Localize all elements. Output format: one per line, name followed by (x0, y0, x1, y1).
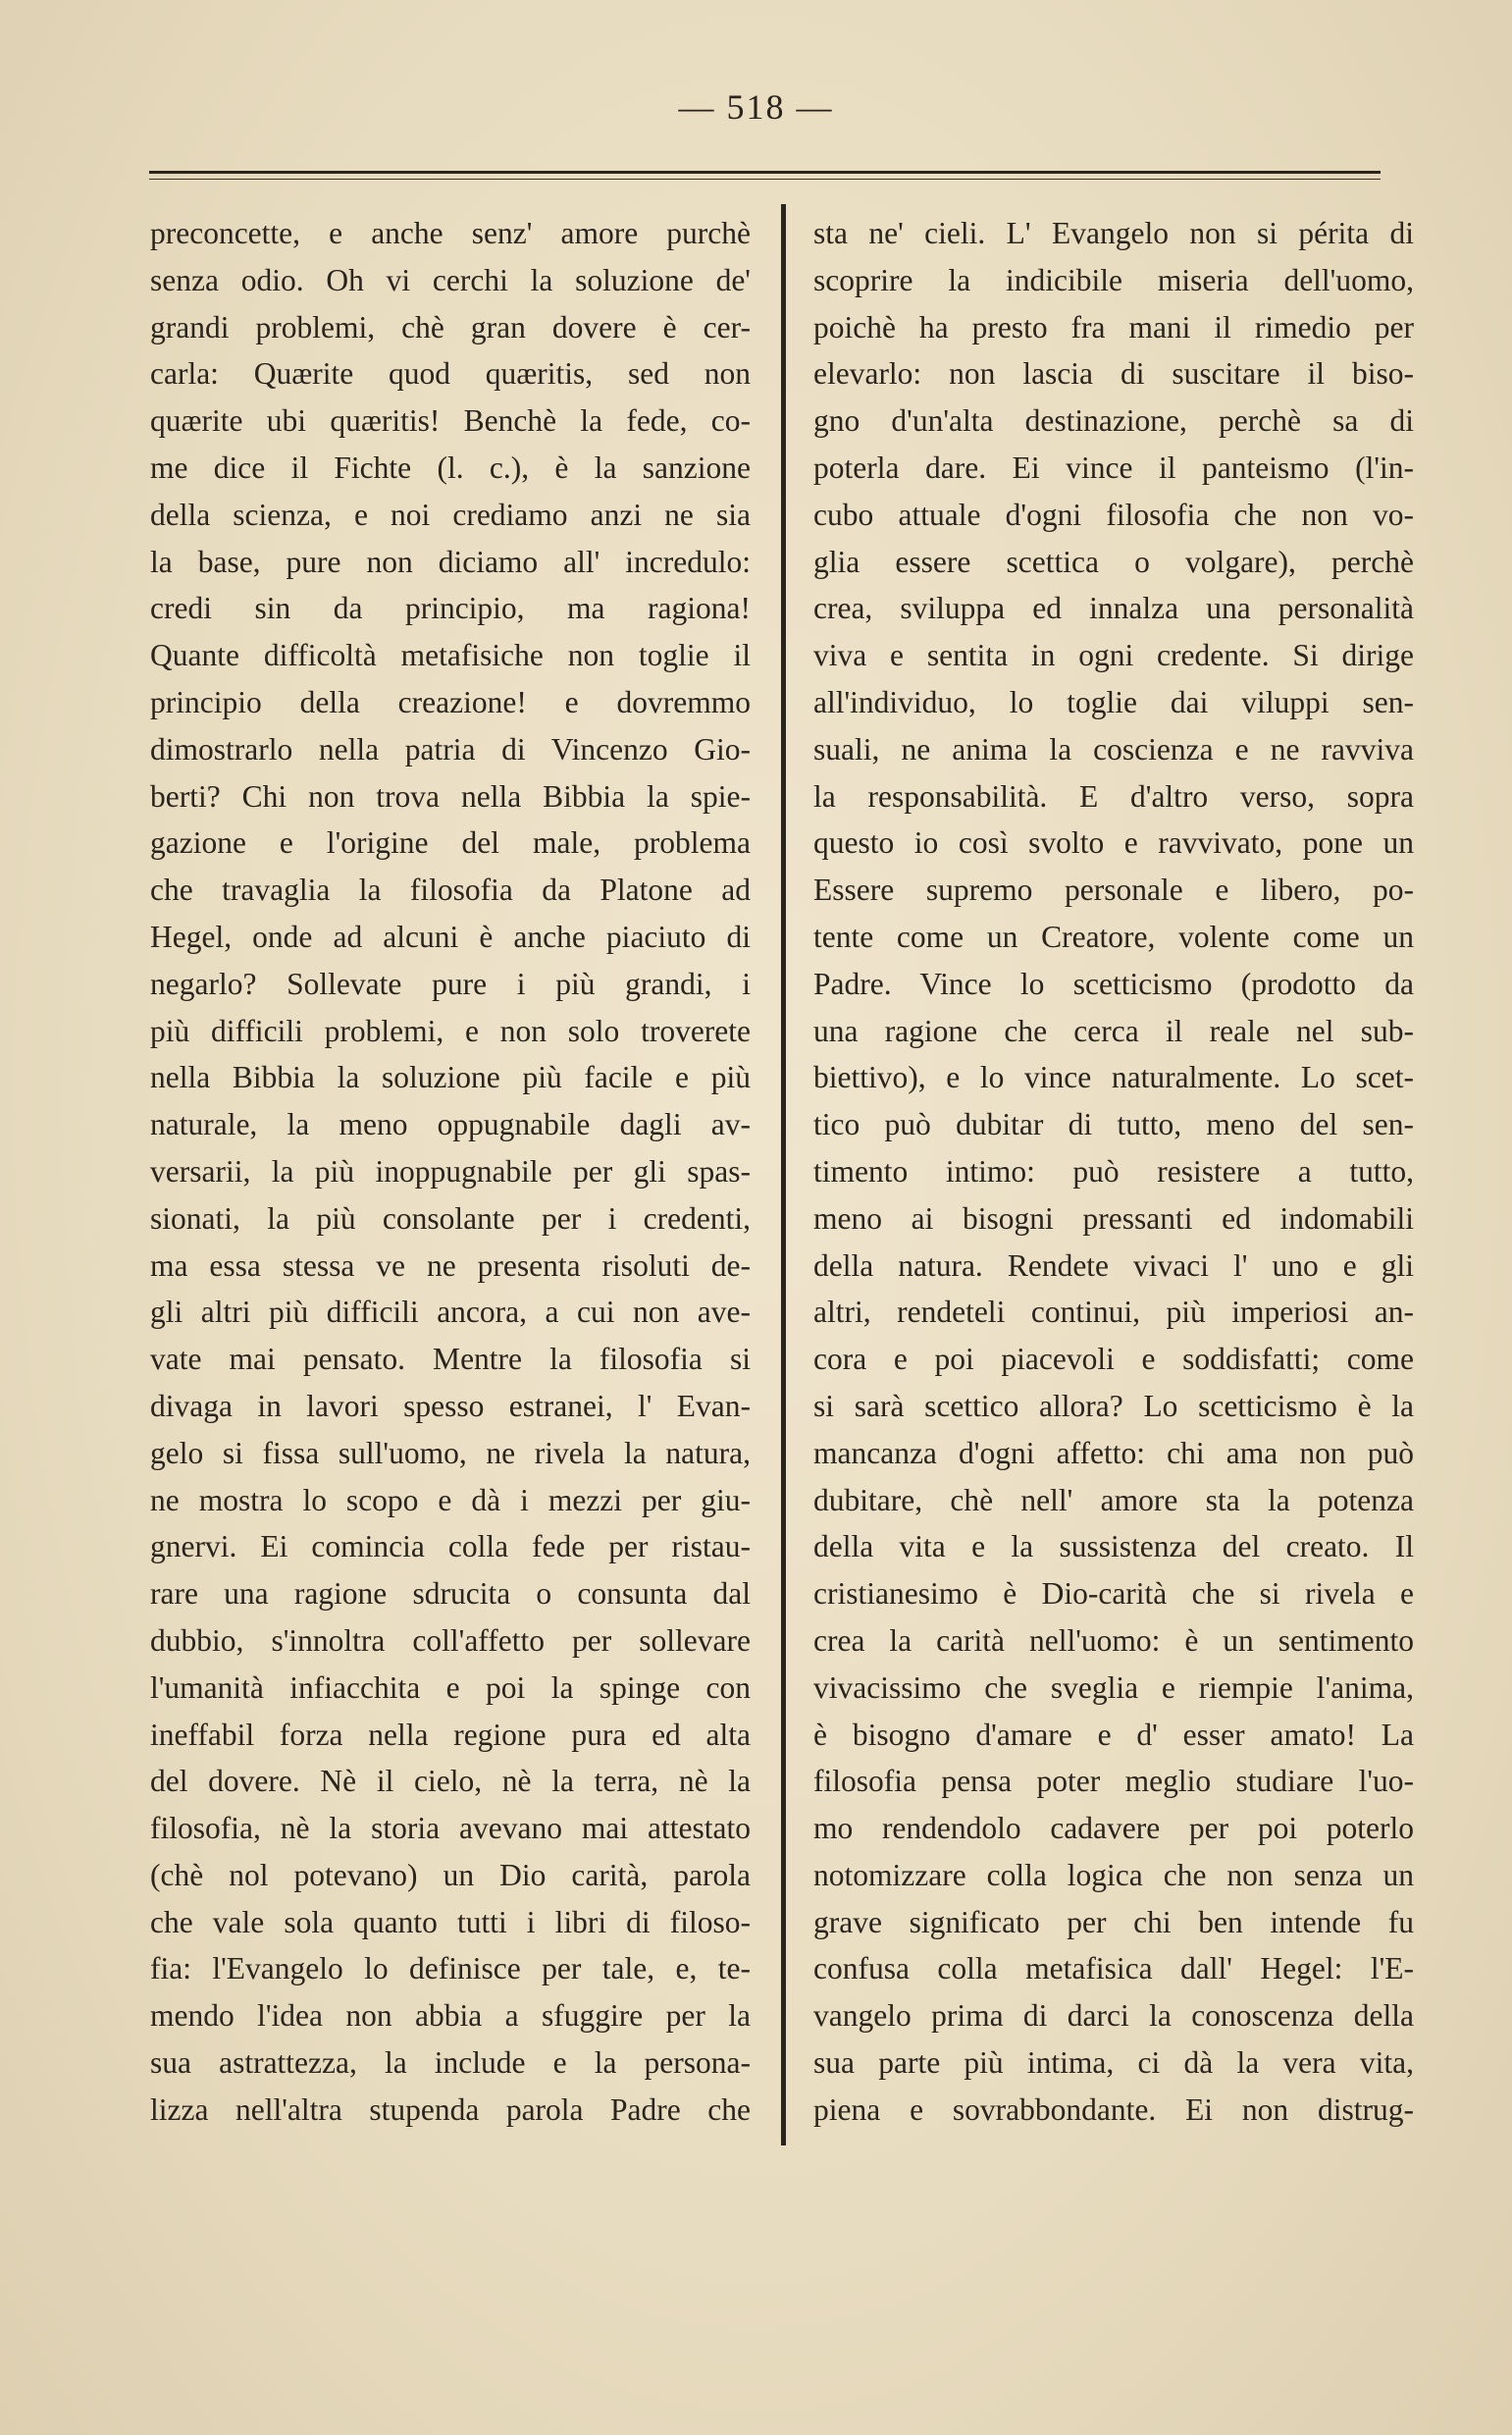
left-column (150, 210, 751, 2134)
text-line: della vita e la sussistenza del creato. Il (813, 1529, 1414, 1564)
header-rule (149, 171, 1381, 174)
text-line: l'umanità infiacchita e poi la spinge con (150, 1669, 751, 1705)
text-line: divaga in lavori spesso estranei, l' Evan- (150, 1388, 751, 1423)
text-line: crea la carità nell'uomo: è un sentimento (813, 1622, 1414, 1658)
text-line: confusa colla metafisica dall' Hegel: l'E- (813, 1951, 1414, 1986)
text-line: principio della creazione! e dovremmo (150, 684, 751, 719)
text-line: sua astrattezza, la include e la persona- (150, 2045, 751, 2081)
text-line: lizza nell'altra stupenda parola Padre che (150, 2091, 751, 2127)
column-divider (781, 204, 786, 2145)
text-line: che vale sola quanto tutti i libri di filoso- (150, 1904, 751, 1939)
text-line: gno d'un'alta destinazione, perchè sa di (813, 403, 1414, 439)
text-line: negarlo? Sollevate pure i più grandi, i (150, 966, 751, 1001)
text-line: Padre. Vince lo scetticismo (prodotto da (813, 966, 1414, 1001)
text-line: gli altri più difficili ancora, a cui non ave- (150, 1295, 751, 1330)
text-line: dimostrarlo nella patria di Vincenzo Gio- (150, 731, 751, 767)
text-line: glia essere scettica o volgare), perchè (813, 544, 1414, 579)
text-line: gelo si fissa sull'uomo, ne rivela la natura, (150, 1435, 751, 1470)
text-line: la responsabilità. E d'altro verso, sopra (813, 778, 1414, 814)
text-line: rare una ragione sdrucita o consunta dal (150, 1576, 751, 1612)
text-line: si sarà scettico allora? Lo scetticismo è la (813, 1388, 1414, 1423)
text-line: tico può dubitar di tutto, meno del sen- (813, 1107, 1414, 1142)
text-line: Quante difficoltà metafisiche non toglie il (150, 638, 751, 673)
text-line: (chè nol potevano) un Dio carità, parola (150, 1857, 751, 1892)
text-line: sionati, la più consolante per i credenti, (150, 1200, 751, 1236)
text-line: filosofia, nè la storia avevano mai attestato (150, 1811, 751, 1846)
text-line: che travaglia la filosofia da Platone ad (150, 873, 751, 908)
text-line: versarii, la più inoppugnabile per gli spas- (150, 1153, 751, 1189)
text-line: ne mostra lo scopo e dà i mezzi per giu- (150, 1482, 751, 1517)
text-line: preconcette, e anche senz' amore purchè (150, 216, 751, 250)
text-line: carla: Quærite quod quæritis, sed non (150, 356, 751, 392)
text-line: vate mai pensato. Mentre la filosofia si (150, 1342, 751, 1377)
text-line: del dovere. Nè il cielo, nè la terra, nè la (150, 1764, 751, 1799)
text-line: sta ne' cieli. L' Evangelo non si périta di (813, 216, 1414, 250)
text-line: berti? Chi non trova nella Bibbia la spie- (150, 778, 751, 814)
text-line: grandi problemi, chè gran dovere è cer- (150, 309, 751, 344)
text-line: più difficili problemi, e non solo troverete (150, 1013, 751, 1048)
text-line: viva e sentita in ogni credente. Si dirige (813, 638, 1414, 673)
text-line: fia: l'Evangelo lo definisce per tale, e, te- (150, 1951, 751, 1986)
text-line: dubitare, chè nell' amore sta la potenza (813, 1482, 1414, 1517)
page-number: — 518 — (678, 87, 834, 127)
text-line: grave significato per chi ben intende fu (813, 1904, 1414, 1939)
text-line: tente come un Creatore, volente come un (813, 919, 1414, 954)
text-line: naturale, la meno oppugnabile dagli av- (150, 1107, 751, 1142)
text-line: crea, sviluppa ed innalza una personalità (813, 591, 1414, 626)
text-line: della scienza, e noi crediamo anzi ne sia (150, 497, 751, 532)
text-line: notomizzare colla logica che non senza un (813, 1857, 1414, 1892)
text-line: vivacissimo che sveglia e riempie l'anima, (813, 1669, 1414, 1705)
text-line: suali, ne anima la coscienza e ne ravviva (813, 731, 1414, 767)
text-line: questo io così svolto e ravvivato, pone un (813, 825, 1414, 861)
header-rule-thin (149, 179, 1381, 180)
text-line: della natura. Rendete vivaci l' uno e gli (813, 1247, 1414, 1283)
text-line: ma essa stessa ve ne presenta risoluti de- (150, 1247, 751, 1283)
text-line: timento intimo: può resistere a tutto, (813, 1153, 1414, 1189)
text-line: elevarlo: non lascia di suscitare il biso- (813, 356, 1414, 392)
right-column (813, 210, 1414, 2134)
text-line: altri, rendeteli continui, più imperiosi an- (813, 1295, 1414, 1330)
text-line: cubo attuale d'ogni filosofia che non vo- (813, 497, 1414, 532)
text-line: è bisogno d'amare e d' esser amato! La (813, 1717, 1414, 1752)
text-line: poichè ha presto fra mani il rimedio per (813, 309, 1414, 344)
text-line: gazione e l'origine del male, problema (150, 825, 751, 861)
text-line: cristianesimo è Dio-carità che si rivela e (813, 1576, 1414, 1612)
text-line: scoprire la indicibile miseria dell'uomo, (813, 262, 1414, 297)
text-line: Essere supremo personale e libero, po- (813, 873, 1414, 908)
text-line: Hegel, onde ad alcuni è anche piaciuto di (150, 919, 751, 954)
text-line: sua parte più intima, ci dà la vera vita, (813, 2045, 1414, 2081)
text-line: dubbio, s'innoltra coll'affetto per sollevare (150, 1622, 751, 1658)
text-line: nella Bibbia la soluzione più facile e più (150, 1060, 751, 1095)
text-line: la base, pure non diciamo all' incredulo: (150, 544, 751, 579)
text-line: meno ai bisogni pressanti ed indomabili (813, 1200, 1414, 1236)
text-line: ineffabil forza nella regione pura ed alta (150, 1717, 751, 1752)
text-line: quærite ubi quæritis! Benchè la fede, co- (150, 403, 751, 439)
text-line: una ragione che cerca il reale nel sub- (813, 1013, 1414, 1048)
text-line: mo rendendolo cadavere per poi poterlo (813, 1811, 1414, 1846)
text-line: mendo l'idea non abbia a sfuggire per la (150, 1998, 751, 2034)
text-line: filosofia pensa poter meglio studiare l'uo- (813, 1764, 1414, 1799)
text-line: mancanza d'ogni affetto: chi ama non può (813, 1435, 1414, 1470)
text-line: me dice il Fichte (l. c.), è la sanzione (150, 450, 751, 485)
text-line: gnervi. Ei comincia colla fede per ristau- (150, 1529, 751, 1564)
text-line: piena e sovrabbondante. Ei non distrug- (813, 2091, 1414, 2127)
text-line: vangelo prima di darci la conoscenza della (813, 1998, 1414, 2034)
text-line: all'individuo, lo toglie dai viluppi sen- (813, 684, 1414, 719)
text-line: credi sin da principio, ma ragiona! (150, 591, 751, 626)
text-line: biettivo), e lo vince naturalmente. Lo scet- (813, 1060, 1414, 1095)
text-line: poterla dare. Ei vince il panteismo (l'in- (813, 450, 1414, 485)
text-line: cora e poi piacevoli e soddisfatti; come (813, 1342, 1414, 1377)
text-line: senza odio. Oh vi cerchi la soluzione de' (150, 262, 751, 297)
